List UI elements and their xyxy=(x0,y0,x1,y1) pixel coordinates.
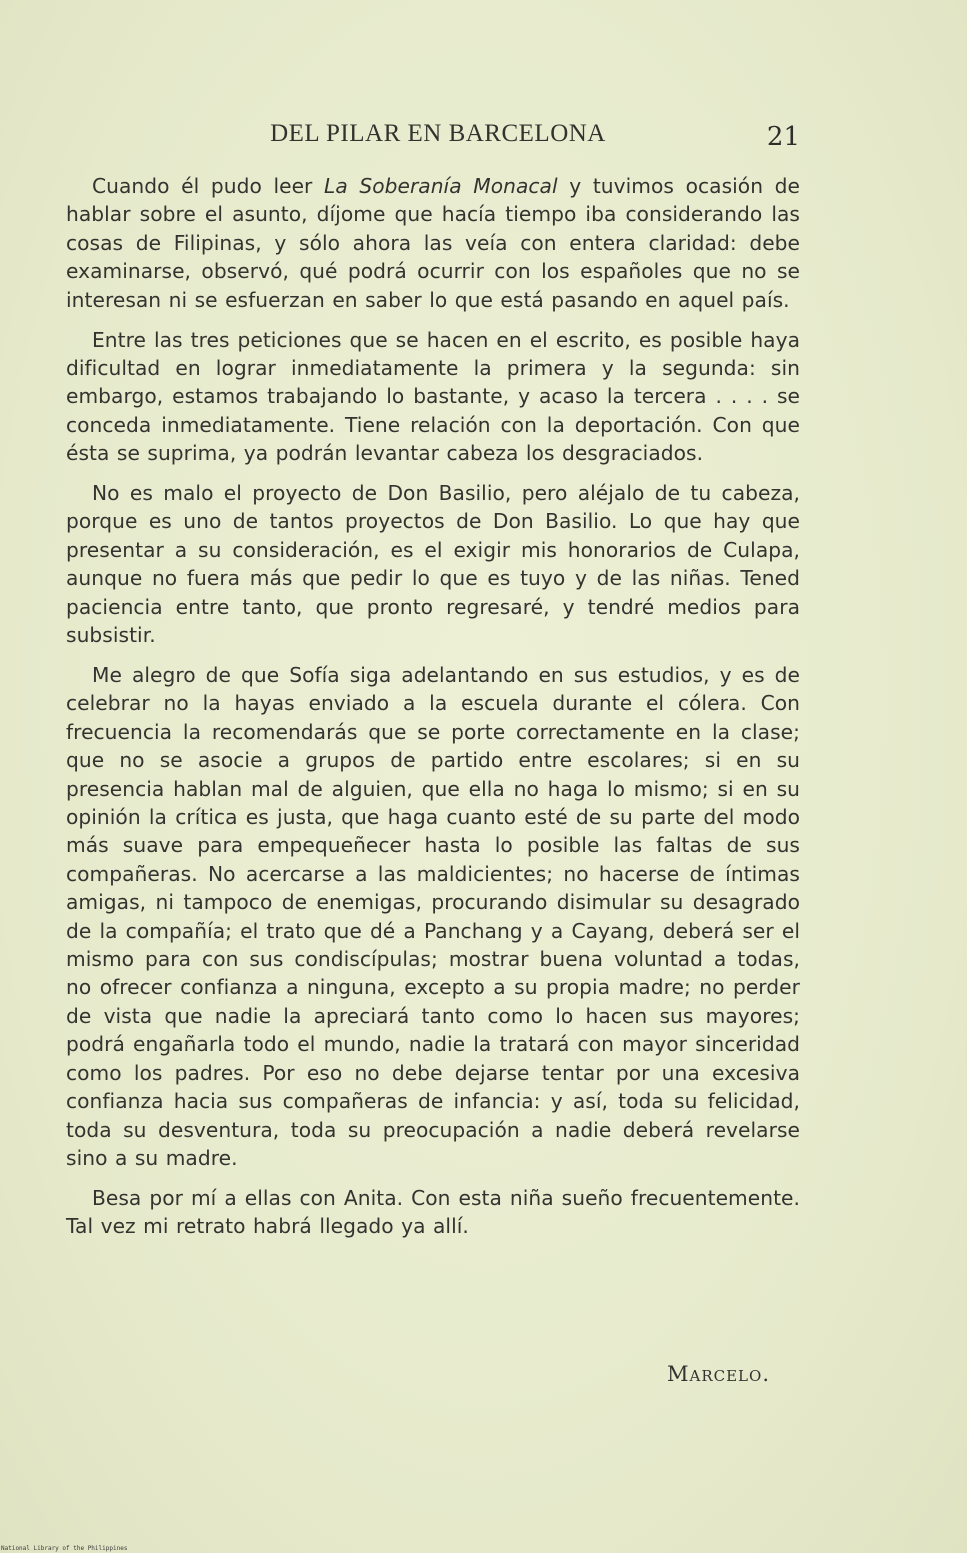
paragraph-1 xyxy=(66,172,800,314)
paragraph-4: Me alegro de que Sofía siga adelantando en sus estudios, y es de celebrar no la hayas enviado a la escuela durante el cólera. Con frecuencia la recomendarás que se porte correctamente en la clase; que no se asocie a grupos de partido entre escolares; si en su presencia hablan mal de alguien, que ella no haga lo mismo; si en su opinión la crítica es justa, que haga cuanto esté de su parte del modo más suave para empequeñecer hasta lo posible las faltas de sus compañeras. No acercarse a las maldicientes; no hacerse de íntimas amigas, ni tampoco de enemigas, procurando disimular su desagrado de la compañía; el trato que dé a Panchang y a Cayang, deberá ser el mismo para con sus condiscípulas; mostrar buena voluntad a todas, no ofrecer confianza a ninguna, excepto a su propia madre; no perder de vista que nadie la apreciará tanto como lo hacen sus mayores; podrá engañarla todo el mundo, nadie la tratará con mayor sinceridad como los padres. Por eso no debe dejarse tentar por una excesiva confianza hacia sus compañeras de infancia: y así, toda su felicidad, toda su desventura, toda su preocupación a nadie deberá revelarse sino a su madre. xyxy=(66,663,800,1170)
paragraph-5: Besa por mí a ellas con Anita. Con esta niña sueño frecuentemente. Tal vez mi retrato habrá llegado ya allí. xyxy=(66,1185,800,1239)
running-head xyxy=(68,118,800,158)
paragraph-1-rest: y tuvimos ocasión de hablar sobre el asunto, díjome que hacía tiempo iba considerando las cosas de Filipinas, y sólo ahora las veía con entera claridad: debe examinarse, observó, qué podrá ocurrir con los españoles que no se interesan ni se esfuerzan en saber lo que está pasando en aquel país. xyxy=(66,174,800,312)
letter-body xyxy=(66,172,800,1252)
page-number: 21 xyxy=(766,122,800,152)
paragraph-3: No es malo el proyecto de Don Basilio, pero aléjalo de tu cabeza, porque es uno de tantos proyectos de Don Basilio. Lo que hay que presentar a su consideración, es el exigir mis honorarios de Culapa, aunque no fuera más que pedir lo que es tuyo y de las niñas. Tened paciencia entre tanto, que pronto regresaré, y tendré medios para subsistir. xyxy=(66,481,800,648)
library-credit: National Library of the Philippines xyxy=(1,1545,128,1552)
paragraph-1-lead: Cuando él pudo leer xyxy=(92,174,325,198)
paragraph-2: Entre las tres peticiones que se hacen en el escrito, es posible haya dificultad en lograr inmediatamente la primera y la segunda: sin embargo, estamos trabajando lo bastante, y acaso la tercera . . . . se conceda inmediatamente. Tiene relación con la deportación. Con que ésta se suprima, ya podrán levantar cabeza los desgraciados. xyxy=(66,327,800,466)
running-title: DEL PILAR EN BARCELONA xyxy=(270,120,606,147)
signature: Marcelo. xyxy=(667,1362,770,1386)
book-title-italic: La Soberanía Monacal xyxy=(324,174,558,198)
